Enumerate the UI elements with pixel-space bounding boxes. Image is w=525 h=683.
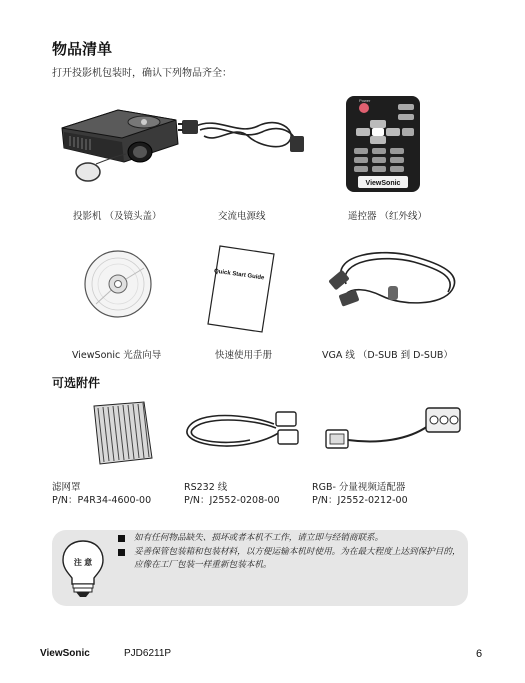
page-subtitle: 打开投影机包装时，确认下列物品齐全：: [52, 68, 232, 79]
bullet-square-icon: [118, 549, 125, 556]
caption-remote: 遥控器 （红外线）: [348, 211, 428, 222]
note-icon-label: 注 意: [73, 558, 93, 567]
accessory-part-filter: P/N：P4R34-4600-00: [52, 495, 152, 506]
page-title: 物品清单: [52, 40, 113, 58]
note-item-text: 妥善保管包装箱和包装材料，以方便运输本机时使用。为在最大程度上达到保护目的，应像在工厂包装一样重新包装本机。: [134, 546, 461, 570]
remote-power-label: Power: [359, 98, 371, 103]
caption-vga: VGA 线 （D-SUB 到 D-SUB）: [322, 350, 453, 361]
lightbulb-note-icon: [60, 538, 106, 600]
caption-cd: ViewSonic 光盘向导: [72, 350, 162, 361]
caption-manual: 快速使用手册: [215, 350, 273, 361]
footer-brand: ViewSonic: [40, 648, 90, 659]
footer-model: PJD6211P: [124, 648, 172, 659]
accessory-name-rgb: RGB- 分量视频适配器: [312, 482, 406, 493]
accessory-name-rs232: RS232 线: [184, 482, 228, 493]
note-item: [118, 532, 463, 546]
accessory-part-rs232: P/N：J2552-0208-00: [184, 495, 280, 506]
accessory-name-filter: 滤网罩: [52, 482, 81, 493]
projector-icon: [56, 92, 184, 188]
cd-icon: [82, 248, 154, 320]
bullet-square-icon: [118, 535, 125, 542]
vga-cable-icon: [322, 244, 466, 318]
dust-filter-icon: [88, 398, 158, 468]
optional-heading: 可选附件: [52, 376, 101, 390]
remote-brand-label: ViewSonic: [365, 180, 401, 187]
rgb-adapter-icon: [318, 400, 468, 466]
manual-cover-text: Quick Start Guide: [213, 268, 265, 282]
manual-icon: [206, 244, 276, 334]
caption-power-cord: 交流电源线: [218, 211, 266, 222]
note-list: [118, 532, 463, 573]
remote-control-icon: [344, 94, 422, 194]
caption-projector: 投影机 （及镜头盖）: [73, 211, 162, 222]
page-number: 6: [476, 648, 483, 660]
accessory-part-rgb: P/N：J2552-0212-00: [312, 495, 408, 506]
rs232-cable-icon: [178, 404, 306, 460]
power-cord-icon: [178, 96, 310, 162]
note-item: [118, 546, 463, 573]
note-item-text: 如有任何物品缺失、损坏或者本机不工作，请立即与经销商联系。: [134, 533, 384, 543]
